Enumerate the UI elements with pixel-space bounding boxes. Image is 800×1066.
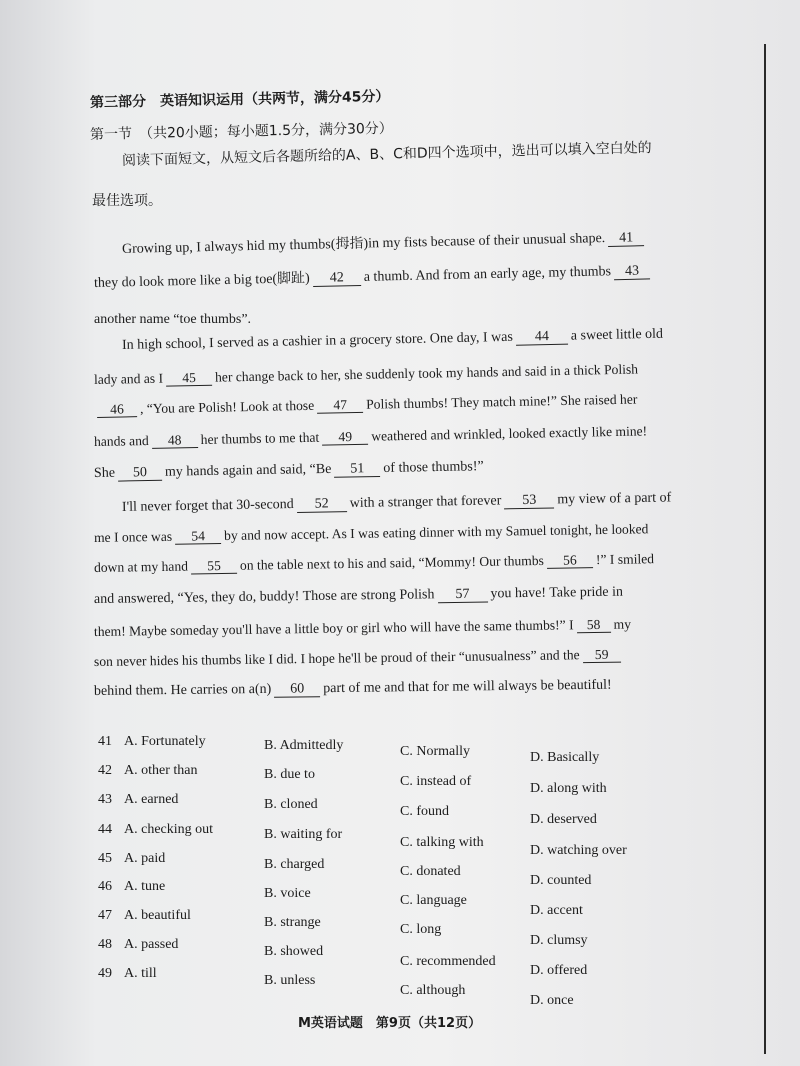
passage-line-12 (94, 585, 623, 608)
option-c: C. Normally (400, 744, 470, 759)
option-b: B. charged (264, 857, 325, 872)
passage-line-8 (94, 459, 484, 482)
blank-55: 55 (191, 558, 237, 575)
blank-60: 60 (274, 681, 320, 698)
option-row-49 (98, 966, 157, 982)
option-c: C. talking with (400, 835, 484, 850)
text: you have! Take pride in (490, 584, 624, 602)
option-a: A. Fortunately (124, 734, 206, 749)
option-c: C. instead of (400, 774, 472, 789)
option-d: D. once (530, 993, 574, 1008)
text: a thumb. And from an early age, my thumbs (363, 264, 612, 285)
section-heading: 第一节 （共20小题；每小题1.5分，满分30分） (89, 120, 394, 143)
blank-59: 59 (583, 647, 621, 664)
text: !” I smiled (595, 551, 655, 568)
text: them! Maybe someday you'll have a little boy or girl who will have the same thumbs!” I (93, 617, 574, 639)
passage-line-6 (94, 392, 638, 418)
question-number: 45 (98, 851, 112, 866)
page-footer: M英语试题 第9页（共12页） (298, 1016, 482, 1031)
blank-50: 50 (118, 465, 162, 482)
text: behind them. He carries on a(n) (93, 681, 272, 699)
text: son never hides his thumbs like I did. I hope he'll be proud of their “unusualness” and the (93, 647, 580, 669)
option-a: A. earned (124, 792, 179, 807)
text: my view of a part of (557, 490, 672, 508)
option-d: D. offered (530, 963, 588, 978)
passage-line-7 (94, 423, 647, 450)
text: they do look more like a big toe(脚趾) (93, 271, 310, 291)
option-a: A. beautiful (124, 908, 191, 923)
text: of those thumbs!” (383, 459, 484, 476)
text: down at my hand (93, 558, 189, 575)
blank-41: 41 (608, 230, 644, 247)
text: lady and as I (93, 370, 164, 387)
option-row-45 (98, 851, 165, 867)
question-number: 44 (98, 822, 112, 837)
passage-line-15 (94, 678, 612, 700)
passage-line-5 (94, 362, 638, 388)
text: Polish thumbs! They match mine!” She raised her (365, 391, 638, 412)
passage-line-9 (122, 490, 671, 516)
option-b: B. waiting for (264, 827, 343, 842)
text: a sweet little old (570, 326, 664, 344)
text: weathered and wrinkled, looked exactly like mine! (371, 423, 648, 444)
blank-49: 49 (322, 429, 368, 446)
text: Growing up, I always hid my thumbs(拇指)in my fists because of their unusual shape. (121, 231, 606, 257)
option-a: A. checking out (124, 822, 214, 837)
text: She (93, 465, 116, 481)
option-d: D. deserved (530, 812, 597, 827)
option-c: C. donated (400, 864, 461, 879)
question-number: 46 (98, 879, 112, 894)
option-row-48 (98, 937, 178, 953)
passage-line-2 (94, 259, 653, 292)
option-d: D. clumsy (530, 933, 588, 948)
text: by and now accept. As I was eating dinner with my Samuel tonight, he looked (223, 521, 649, 543)
option-b: B. due to (264, 767, 315, 782)
option-b: B. strange (264, 915, 321, 930)
option-b: B. unless (264, 973, 316, 988)
text: hands and (93, 432, 149, 449)
blank-51: 51 (334, 461, 380, 478)
blank-47: 47 (317, 397, 363, 414)
option-a: A. tune (124, 879, 166, 894)
question-number: 47 (98, 908, 112, 923)
option-row-47 (98, 908, 191, 924)
blank-42: 42 (313, 270, 361, 287)
passage-line-11 (94, 551, 654, 576)
option-b: B. showed (264, 944, 324, 959)
part-heading: 第三部分 英语知识运用（共两节，满分45分） (89, 88, 390, 111)
blank-58: 58 (576, 617, 610, 633)
option-d: D. along with (530, 781, 607, 796)
blank-43: 43 (614, 263, 650, 280)
option-d: D. accent (530, 903, 583, 918)
blank-54: 54 (175, 528, 221, 545)
text: her thumbs to me that (200, 429, 320, 447)
option-c: C. although (400, 983, 466, 998)
blank-44: 44 (516, 329, 568, 346)
option-row-42 (98, 763, 197, 779)
option-d: D. Basically (530, 750, 600, 765)
option-a: A. paid (124, 851, 166, 866)
instruction-line-2: 最佳选项。 (92, 193, 162, 209)
option-row-41 (98, 734, 206, 750)
text: her change back to her, she suddenly took my hands and said in a thick Polish (214, 361, 639, 385)
blank-52: 52 (297, 496, 347, 513)
question-number: 43 (98, 792, 112, 807)
blank-46: 46 (97, 401, 137, 418)
option-d: D. counted (530, 873, 592, 888)
blank-48: 48 (152, 432, 198, 449)
option-c: C. language (400, 893, 467, 908)
option-a: A. till (124, 966, 157, 981)
text: me I once was (93, 528, 173, 545)
option-b: B. cloned (264, 797, 318, 812)
option-c: C. long (400, 922, 442, 937)
passage-line-3: another name “toe thumbs”. (94, 312, 252, 327)
option-row-46 (98, 879, 165, 895)
passage-line-1 (122, 226, 648, 258)
option-row-44 (98, 822, 213, 838)
option-d: D. watching over (530, 843, 627, 858)
question-number: 49 (98, 966, 112, 981)
text: my (613, 616, 632, 632)
option-c: C. recommended (400, 954, 496, 969)
option-a: A. other than (124, 763, 198, 778)
passage-line-10 (94, 521, 649, 546)
text: with a stranger that forever (349, 493, 502, 512)
instruction-line-1: 阅读下面短文，从短文后各题所给的A、B、C和D四个选项中，选出可以填入空白处的 (121, 140, 652, 169)
passage-line-14 (94, 647, 624, 670)
text: part of me and that for me will always be beautiful! (323, 677, 612, 697)
text: on the table next to his and said, “Mommy! Our thumbs (239, 552, 545, 573)
question-number: 48 (98, 937, 112, 952)
text: I'll never forget that 30-second (121, 497, 294, 515)
blank-57: 57 (437, 587, 487, 604)
option-a: A. passed (124, 937, 179, 952)
option-row-43 (98, 792, 178, 808)
text: In high school, I served as a cashier in a grocery store. One day, I was (121, 329, 514, 353)
text: my hands again and said, “Be (164, 461, 332, 480)
blank-53: 53 (504, 492, 554, 509)
text: , “You are Polish! Look at those (139, 397, 315, 417)
option-c: C. found (400, 804, 449, 819)
option-b: B. Admittedly (264, 738, 344, 753)
passage-line-13 (94, 617, 631, 640)
margin-rule (764, 44, 766, 1054)
question-number: 42 (98, 763, 112, 778)
question-number: 41 (98, 734, 112, 749)
passage-line-4 (122, 327, 663, 354)
option-b: B. voice (264, 886, 311, 901)
blank-45: 45 (166, 370, 212, 387)
text: and answered, “Yes, they do, buddy! Those are strong Polish (93, 587, 435, 607)
blank-56: 56 (547, 552, 593, 569)
